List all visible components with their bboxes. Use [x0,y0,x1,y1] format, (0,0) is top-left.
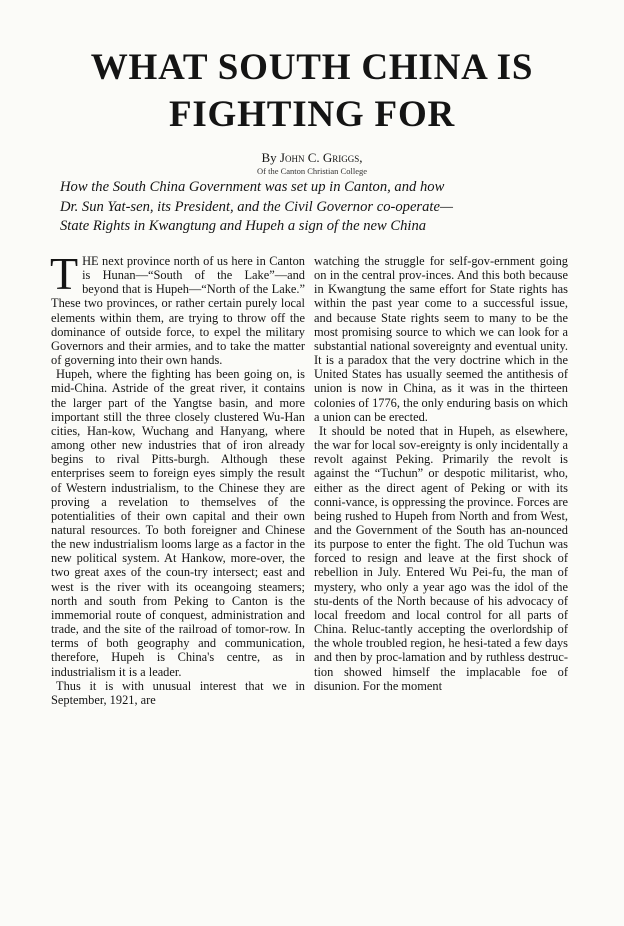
body-column-right [314,254,568,693]
author-affiliation: Of the Canton Christian College [256,166,367,176]
byline-prefix: By [261,150,277,165]
byline [0,150,624,166]
body-paragraph: HE next province north of us here in Canton is Hunan—“South of the Lake”—and beyond that is Hupeh—“North of the Lake.” These two provinces, or rather certain purely local elements within them, are trying to throw off the dominance of outside force, to expel the military Governors and their armies, and to take the matter of governing into their own hands. [51,254,305,368]
body-paragraph: Hupeh, where the fighting has been going on, is mid-China. Astride of the great river, it contains the larger part of the Yangtse basin, and more important still the three closely clustered Wu-Han cities, Han-kow, Wuchang and Hanyang, where among other new industries that of iron already begins to rival Pitts-burgh. Although these enterprises seem to foreign eyes simply the result of Western industrialism, to the Chinese they are proving a revelation to themselves of the potentialities of their own capital and their own natural resources. To both foreigner and Chinese the new industrialism looms large as a factor in the new political system. At Hankow, more-over, the two great axes of the coun-try intersect; east and west is the river with its oceangoing steamers; north and south from Peking to Canton is the immemorial route of conquest, administration and trade, and the site of the railroad of tomor-row. In terms of both geography and communication, therefore, Hupeh is China's centre, as in industrialism it is a leader. [51,367,305,679]
body-paragraph: It should be noted that in Hupeh, as elsewhere, the war for local sov-ereignty is only incidentally a revolt against Peking. Primarily the revolt is against the “Tuchun” or despotic militarist, who, either as the direct agent of Peking or with its conni-vance, is oppressing the province. Forces are being rushed to Hupeh from North and from West, and the Government of the South has an-nounced its purpose to enter the fight. The old Tuchun was forced to resign and leave at the first shock of rebellion in July. Entered Wu Pei-fu, the man of mystery, who only a year ago was the idol of the stu-dents of the North because of his advocacy of local freedom and local control for all parts of China. Reluc-tantly accepting the overlordship of the whole troubled region, he hesi-tated a few days and then by proc-lamation and by ruthless destruc-tion showed himself the implacable foe of disunion. For the moment [314,423,568,693]
drop-cap: T [50,248,79,299]
subtitle-line: Dr. Sun Yat-sen, its President, and the Civil Governor co-operate— [60,198,453,215]
article-title-line-2: FIGHTING FOR [168,94,456,135]
article-title-line-1: WHAT SOUTH CHINA IS [90,47,534,88]
author-name: John C. Griggs, [279,150,363,165]
body-column-left [50,248,305,707]
subtitle-line: How the South China Government was set up in Canton, and how [60,179,445,195]
article-subtitle [60,178,560,237]
body-paragraph: Thus it is with unusual interest that we in September, 1921, are [51,678,305,707]
subtitle-line: State Rights in Kwangtung and Hupeh a sign of the new China [60,218,427,234]
body-paragraph: watching the struggle for self-gov-ernment going on in the central prov-inces. And this both because in Kwangtung the same effort for State rights has within the past year come to a successful issue, and because State rights seem to many to be the most promising source to which we can look for a substantial national sovereignty and eventual unity. It is a paradox that the very doctrine which in the United States has usually seemed the antithesis of union is now in China, as it was in the thirteen colonies of 1776, the only enduring basis on which a union can be erected. [314,254,568,424]
